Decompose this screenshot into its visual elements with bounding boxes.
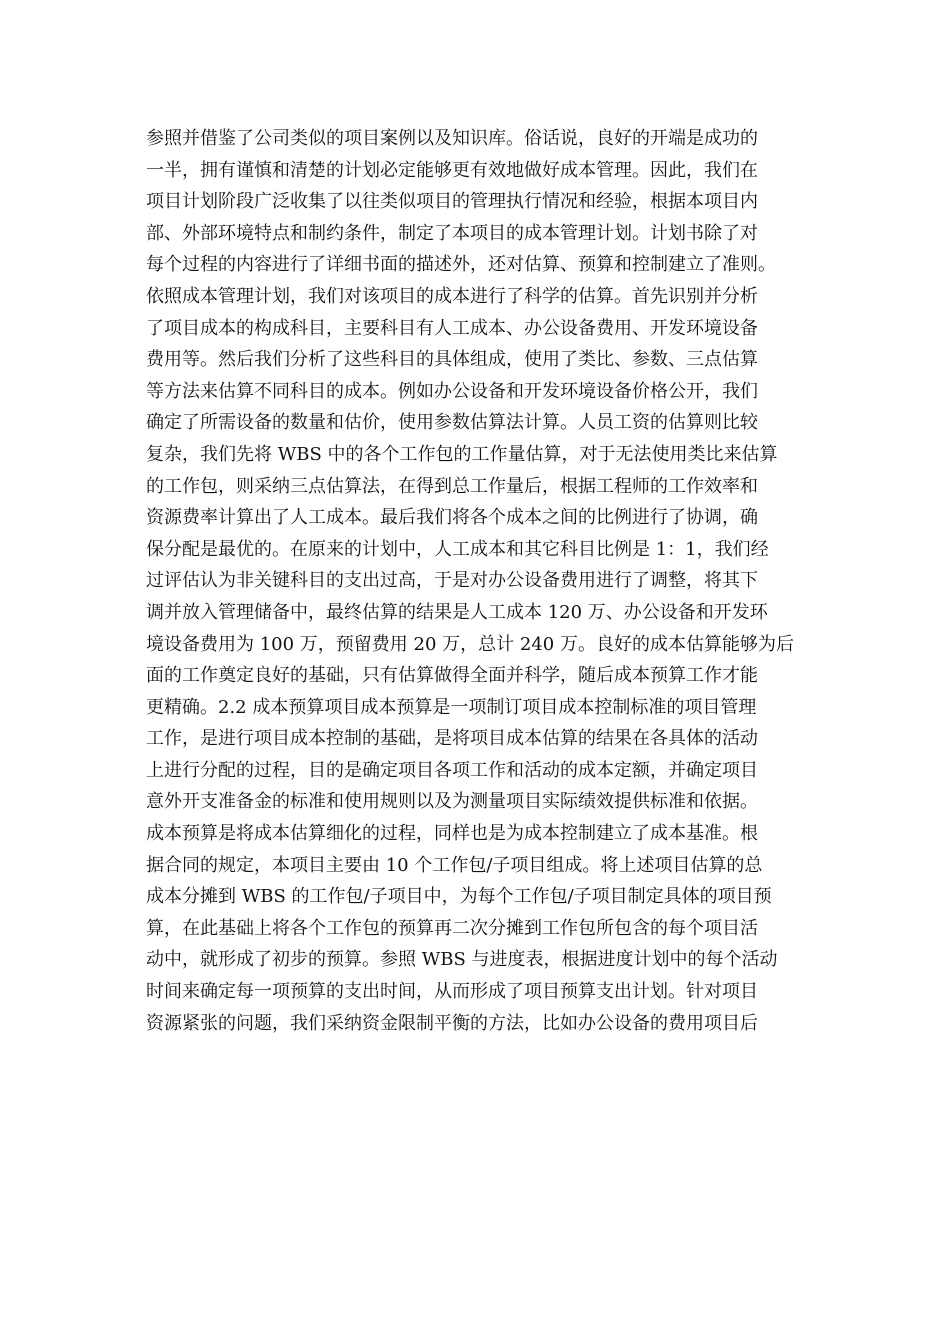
text-line: 过评估认为非关键科目的支出过高，于是对办公设备费用进行了调整，将其下 — [146, 570, 758, 592]
text-line: 算，在此基础上将各个工作包的预算再二次分摊到工作包所包含的每个项目活 — [146, 917, 758, 939]
text-line: 意外开支准备金的标准和使用规则以及为测量项目实际绩效提供标准和依据。 — [146, 791, 758, 813]
text-line: 依照成本管理计划，我们对该项目的成本进行了科学的估算。首先识别并分析 — [146, 285, 758, 307]
text-line: 部、外部环境特点和制约条件，制定了本项目的成本管理计划。计划书除了对 — [146, 222, 758, 244]
text-line: 动中，就形成了初步的预算。参照 WBS 与进度表，根据进度计划中的每个活动 — [146, 949, 778, 971]
text-line: 境设备费用为 100 万，预留费用 20 万，总计 240 万。良好的成本估算能够为后 — [146, 633, 794, 655]
text-line: 一半，拥有谨慎和清楚的计划必定能够更有效地做好成本管理。因此，我们在 — [146, 159, 758, 181]
text-line: 据合同的规定，本项目主要由 10 个工作包/子项目组成。将上述项目估算的总 — [146, 854, 763, 876]
text-line: 调并放入管理储备中，最终估算的结果是人工成本 120 万、办公设备和开发环 — [146, 601, 768, 623]
text-line: 参照并借鉴了公司类似的项目案例以及知识库。俗话说，良好的开端是成功的 — [146, 128, 758, 149]
text-line: 等方法来估算不同科目的成本。例如办公设备和开发环境设备价格公开，我们 — [146, 380, 758, 402]
text-line: 确定了所需设备的数量和估价，使用参数估算法计算。人员工资的估算则比较 — [146, 412, 758, 434]
text-line: 成本预算是将成本估算细化的过程，同样也是为成本控制建立了成本基准。根 — [146, 823, 758, 845]
body-text — [146, 123, 806, 1039]
text-line: 保分配是最优的。在原来的计划中，人工成本和其它科目比例是 1：1，我们经 — [146, 538, 769, 560]
text-line: 上进行分配的过程，目的是确定项目各项工作和活动的成本定额，并确定项目 — [146, 759, 758, 781]
text-line: 工作，是进行项目成本控制的基础，是将项目成本估算的结果在各具体的活动 — [146, 728, 758, 750]
text-line: 资源紧张的问题，我们采纳资金限制平衡的方法，比如办公设备的费用项目后 — [146, 1012, 758, 1034]
text-line: 费用等。然后我们分析了这些科目的具体组成，使用了类比、参数、三点估算 — [146, 349, 758, 371]
text-line: 时间来确定每一项预算的支出时间，从而形成了项目预算支出计划。针对项目 — [146, 981, 758, 1003]
text-line: 复杂，我们先将 WBS 中的各个工作包的工作量估算，对于无法使用类比来估算 — [146, 443, 778, 465]
text-line: 了项目成本的构成科目，主要科目有人工成本、办公设备费用、开发环境设备 — [146, 317, 758, 339]
text-line: 成本分摊到 WBS 的工作包/子项目中，为每个工作包/子项目制定具体的项目预 — [146, 886, 772, 908]
text-line: 面的工作奠定良好的基础，只有估算做得全面并科学，随后成本预算工作才能 — [146, 665, 758, 687]
text-line: 项目计划阶段广泛收集了以往类似项目的管理执行情况和经验，根据本项目内 — [146, 191, 758, 213]
text-line: 资源费率计算出了人工成本。最后我们将各个成本之间的比例进行了协调，确 — [146, 507, 758, 529]
text-line: 更精确。2.2 成本预算项目成本预算是一项制订项目成本控制标准的项目管理 — [146, 696, 757, 718]
text-line: 每个过程的内容进行了详细书面的描述外，还对估算、预算和控制建立了准则。 — [146, 254, 776, 276]
text-line: 的工作包，则采纳三点估算法，在得到总工作量后，根据工程师的工作效率和 — [146, 475, 758, 497]
